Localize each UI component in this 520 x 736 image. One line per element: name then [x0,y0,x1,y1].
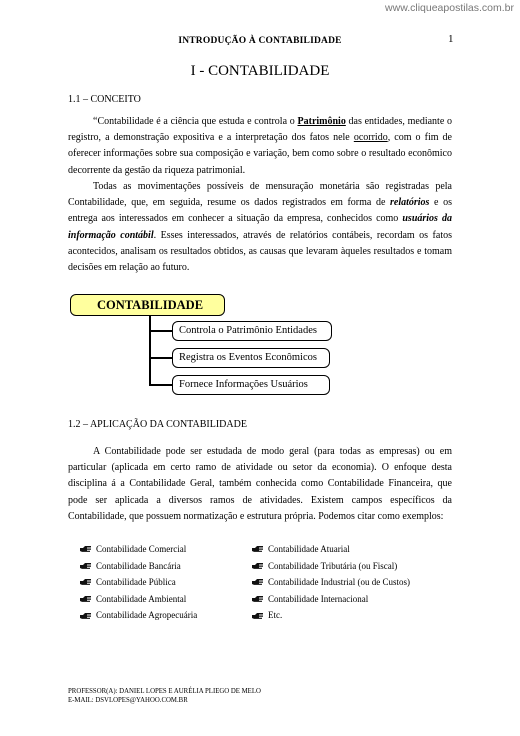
list-item [80,591,197,608]
diagram-connector-vertical [149,316,151,385]
p2-text-a: Todas as movimentações possíveis de mensuração monetária são registradas pela Contabilidade, que, em seguida, resume os dados registrados em forma de [68,181,452,209]
paragraph-aplicacao: A Contabilidade pode ser estudada de modo geral (para todas as empresas) ou em particular (aplicada em certo ramo de atividade ou setor da economia). O enfoque desta disciplina á a Contabilidade Geral, também conhecida como Contabilidade Financeira, que pode ser aplicada a diversos ramos de atividades. Existem campos específicos da Contabilidade, que possuem normatização e estrutura própria. Podemos citar como exemplos: [68,446,452,522]
page-title: I - CONTABILIDADE [190,63,330,79]
pointing-hand-icon [80,612,92,620]
list-item-label: Contabilidade Pública [96,577,176,588]
diagram-main-box: CONTABILIDADE [70,294,225,316]
p1-ocorrido: ocorrido [353,132,388,144]
running-header: INTRODUÇÃO À CONTABILIDADE [178,36,342,46]
footer-email: E-MAIL: DSVLOPES@YAHOO.COM.BR [68,696,188,704]
list-item [252,607,410,624]
list-item-label: Contabilidade Tributária (ou Fiscal) [268,560,398,571]
p1-text-e: , com o fim de oferecer informações sobre sua composição e variação, bem como sobre o resultado econômico decorrente da gestão da riqueza patrimonial. [68,132,452,176]
list-item-label: Contabilidade Comercial [96,544,187,554]
bullet-list-left [80,541,197,624]
list-item-label: Contabilidade Industrial (ou de Custos) [268,577,410,588]
diagram-item-2: Registra os Eventos Econômicos [172,348,330,368]
pointing-hand-icon [80,578,92,586]
list-item [80,541,197,558]
watermark: www.cliqueapostilas.com.br [385,2,514,14]
list-item [80,607,197,624]
list-item-label: Contabilidade Bancária [96,560,181,571]
pointing-hand-icon [252,612,264,620]
list-item [80,558,197,575]
list-item [80,574,197,591]
list-item [252,558,410,575]
page-footer [68,688,261,705]
pointing-hand-icon [80,595,92,603]
pointing-hand-icon [80,562,92,570]
diagram-connector-1 [149,330,172,332]
pointing-hand-icon [252,562,264,570]
p1-text-a: “Contabilidade é a ciência que estuda e controla o [93,116,298,127]
p2-usuarios: usuários da informação contábil [68,213,453,241]
list-item [252,591,410,608]
diagram-item-1: Controla o Patrimônio Entidades [172,321,332,341]
diagram-connector-3 [149,384,172,386]
p1-text-c: das entidades, mediante o registro, a demonstração expositiva e a interpretação dos fatos nele [68,116,452,144]
list-item-label: Contabilidade Internacional [268,593,369,604]
paragraph-conceito [68,114,452,179]
list-item-label: Contabilidade Ambiental [96,593,187,604]
list-item [252,574,410,591]
paragraph-movimentacoes [68,179,452,276]
list-item-label: Contabilidade Agropecuária [96,610,198,621]
diagram-connector-2 [149,357,172,359]
p2-text-e: . Esses interessados, através de relatórios contábeis, recordam os fatos acontecidos, analisam os resultados obtidos, as causas que levaram àqueles resultados e tomam decisões em relação ao futuro. [68,229,452,274]
bullet-list-right [252,541,410,624]
pointing-hand-icon [252,595,264,603]
section-heading-aplicacao: 1.2 – APLICAÇÃO DA CONTABILIDADE [68,419,247,430]
pointing-hand-icon [252,578,264,586]
pointing-hand-icon [252,545,264,553]
p1-patrimonio: Patrimônio [297,116,346,127]
footer-professor: PROFESSOR(A): DANIEL LOPES E AURÉLIA PLIEGO DE MELO [68,688,261,695]
list-item-label: Etc. [268,610,283,621]
p2-text-c: e os entrega aos interessados em conhecer a situação da empresa, conhecidos como [68,197,452,225]
section-heading-conceito: 1.1 – CONCEITO [68,94,141,105]
diagram-item-3: Fornece Informações Usuários [172,375,330,395]
page-number: 1 [448,33,454,45]
list-item-label: Contabilidade Atuarial [268,544,350,554]
list-item [252,541,410,558]
p2-relatorios: relatórios [390,197,430,209]
pointing-hand-icon [80,545,92,553]
